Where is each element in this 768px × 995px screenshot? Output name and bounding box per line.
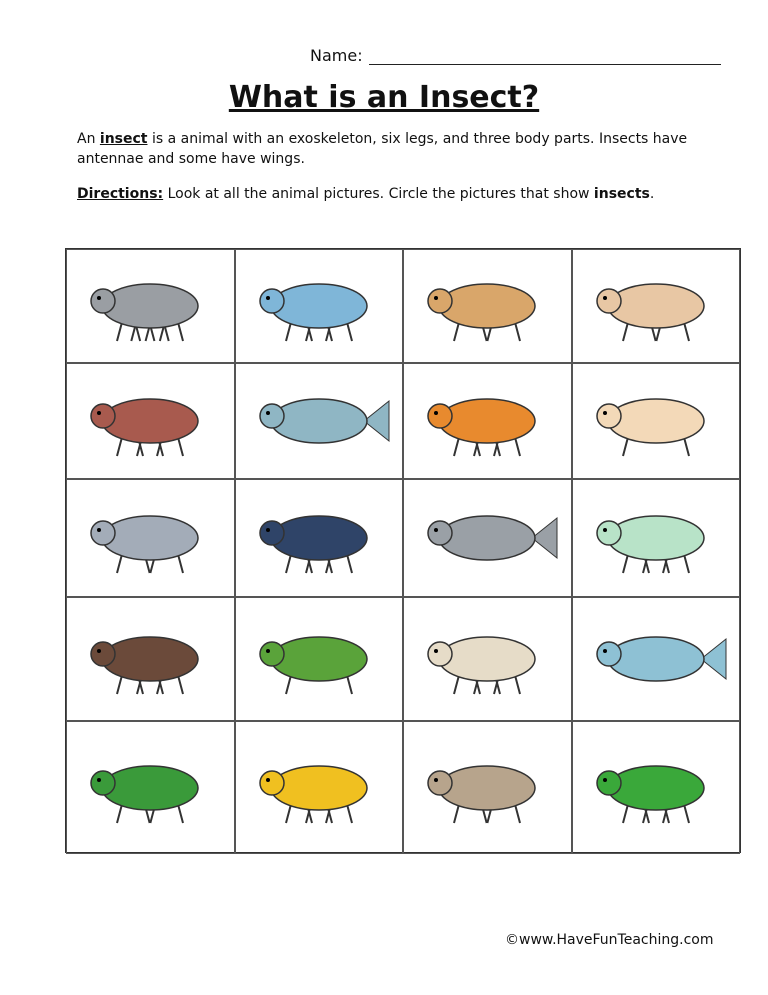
salamander-icon — [75, 738, 225, 838]
wasp-icon — [75, 609, 225, 709]
beetle-icon — [75, 371, 225, 471]
moth-icon — [581, 488, 731, 588]
picture-cell[interactable] — [403, 249, 572, 363]
picture-cell[interactable] — [66, 363, 235, 479]
picture-cell[interactable] — [572, 363, 741, 479]
picture-cell[interactable] — [572, 249, 741, 363]
picture-cell[interactable] — [235, 479, 404, 597]
intro-text: An insect is a animal with an exoskeleton, six legs, and three body parts. Insects have antennae and some have wings. — [77, 131, 688, 167]
fish-icon — [244, 371, 394, 471]
name-field[interactable] — [310, 46, 721, 65]
picture-cell[interactable] — [403, 597, 572, 721]
mouse-icon — [412, 738, 562, 838]
ant-icon — [244, 488, 394, 588]
name-label: Name: — [310, 46, 363, 65]
name-line[interactable] — [369, 48, 721, 65]
picture-cell[interactable] — [403, 479, 572, 597]
picture-cell[interactable] — [403, 363, 572, 479]
ladybug-icon — [412, 371, 562, 471]
whale-icon — [412, 488, 562, 588]
picture-cell[interactable] — [235, 597, 404, 721]
spider-icon — [75, 256, 225, 356]
picture-cell[interactable] — [572, 721, 741, 854]
directions: Directions: Look at all the animal pictures. Circle the pictures that show insects. — [77, 186, 655, 202]
picture-cell[interactable] — [66, 721, 235, 854]
rhino-icon — [75, 488, 225, 588]
parrot-icon — [244, 609, 394, 709]
picture-cell[interactable] — [66, 479, 235, 597]
copyright: ©www.HaveFunTeaching.com — [505, 932, 714, 948]
chicken-icon — [581, 371, 731, 471]
picture-cell[interactable] — [572, 597, 741, 721]
rabbit-icon — [581, 256, 731, 356]
picture-cell[interactable] — [66, 597, 235, 721]
mosquito-icon — [412, 609, 562, 709]
picture-cell[interactable] — [572, 479, 741, 597]
picture-cell[interactable] — [403, 721, 572, 854]
grasshopper-icon — [581, 738, 731, 838]
dragonfly-icon — [244, 256, 394, 356]
picture-cell[interactable] — [235, 363, 404, 479]
picture-cell[interactable] — [235, 721, 404, 854]
picture-cell[interactable] — [235, 249, 404, 363]
picture-cell[interactable] — [66, 249, 235, 363]
shark-icon — [581, 609, 731, 709]
horse-icon — [412, 256, 562, 356]
page-title: What is an Insect? — [228, 80, 540, 115]
bee-icon — [244, 738, 394, 838]
animal-grid — [65, 248, 741, 853]
